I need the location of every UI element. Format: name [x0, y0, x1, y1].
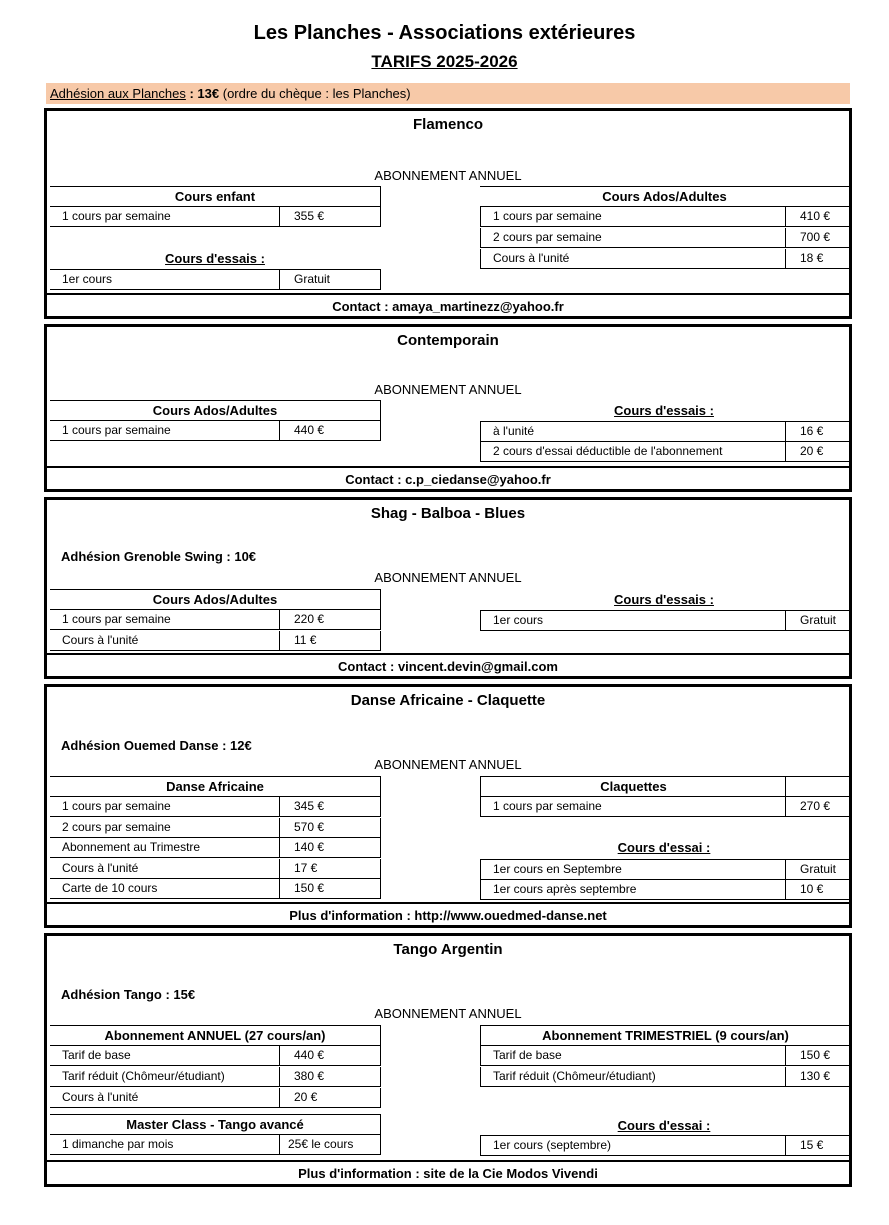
table-row — [480, 610, 849, 631]
row-label: 1er cours (septembre) — [493, 1138, 612, 1152]
contact: Plus d'information : site de la Cie Modos Vivendi — [47, 1160, 849, 1186]
table-row — [50, 818, 381, 838]
essai-header: Cours d'essais : — [165, 251, 265, 266]
row-price: Gratuit — [785, 860, 860, 879]
adhesion-text: Adhésion Grenoble Swing : 10€ — [61, 549, 257, 564]
table-row — [50, 1135, 381, 1155]
table-row — [50, 269, 381, 290]
essai-header: Cours d'essais : — [614, 592, 714, 607]
trimestriel-header: Abonnement TRIMESTRIEL (9 cours/an) — [480, 1025, 850, 1046]
row-price: 140 € — [279, 838, 394, 857]
table-row — [50, 610, 381, 630]
row-label: 1 cours par semaine — [62, 612, 171, 626]
row-label: 2 cours par semaine — [493, 230, 602, 244]
section-africaine — [44, 684, 852, 928]
row-label: Tarif de base — [493, 1048, 562, 1062]
essai-header: Cours d'essai : — [617, 840, 711, 855]
row-price: 130 € — [785, 1067, 860, 1086]
row-price: 440 € — [279, 421, 394, 440]
table-row — [50, 1067, 381, 1087]
adhesion-banner — [46, 83, 850, 104]
row-label: 1 cours par semaine — [62, 799, 171, 813]
row-label: Cours à l'unité — [493, 251, 570, 265]
abonnement-annuel: ABONNEMENT ANNUEL — [374, 382, 522, 397]
section-flamenco — [44, 108, 852, 319]
table-row — [50, 631, 381, 651]
page-subtitle — [0, 52, 889, 72]
table-row — [50, 859, 381, 879]
page-title: Les Planches - Associations extérieures — [253, 22, 636, 44]
row-price: 20 € — [785, 442, 860, 461]
row-price: 17 € — [279, 859, 394, 878]
adhesion-value: : 13€ — [185, 86, 220, 101]
row-label: Cours à l'unité — [62, 861, 139, 875]
row-price: 380 € — [279, 1067, 394, 1086]
adhesion-note: (ordre du chèque : les Planches) — [219, 86, 411, 101]
row-price: 270 € — [785, 797, 860, 816]
annuel-header: Abonnement ANNUEL (27 cours/an) — [50, 1025, 381, 1046]
abonnement-annuel: ABONNEMENT ANNUEL — [374, 570, 522, 585]
adultes-header: Cours Ados/Adultes — [50, 589, 381, 610]
table-row — [480, 228, 849, 248]
row-price: 16 € — [785, 422, 860, 441]
table-row — [480, 249, 849, 269]
row-price: 410 € — [785, 207, 860, 226]
table-row — [480, 1046, 849, 1066]
table-row — [50, 207, 381, 227]
abonnement-annuel: ABONNEMENT ANNUEL — [374, 168, 522, 183]
abonnement-annuel: ABONNEMENT ANNUEL — [374, 757, 522, 772]
contact: Contact : c.p_ciedanse@yahoo.fr — [47, 466, 849, 491]
row-label: à l'unité — [493, 424, 534, 438]
row-label: 1 dimanche par mois — [62, 1137, 174, 1151]
row-price: Gratuit — [785, 611, 860, 630]
table-row — [480, 880, 849, 900]
table-row — [50, 797, 381, 817]
table-row — [50, 1088, 381, 1108]
row-label: 1er cours — [62, 272, 113, 286]
table-row — [50, 838, 381, 858]
africaine-header: Danse Africaine — [50, 776, 381, 797]
essai-header: Cours d'essais : — [614, 403, 714, 418]
adhesion-label: Adhésion aux Planches — [50, 86, 186, 101]
table-row — [480, 1135, 849, 1156]
row-label: Cours à l'unité — [62, 1090, 139, 1104]
row-price: 440 € — [279, 1046, 394, 1065]
row-price: 11 € — [279, 631, 394, 650]
section-contemporain — [44, 324, 852, 492]
table-row — [480, 207, 849, 227]
row-price: 570 € — [279, 818, 394, 837]
contact: Contact : vincent.devin@gmail.com — [47, 653, 849, 678]
row-label: 2 cours d'essai déductible de l'abonnement — [493, 444, 723, 458]
adhesion-text: Adhésion Tango : 15€ — [61, 987, 196, 1002]
adultes-header: Cours Ados/Adultes — [50, 400, 381, 421]
table-row — [480, 797, 849, 817]
section-tango — [44, 933, 852, 1187]
table-row — [50, 879, 381, 899]
row-price: 10 € — [785, 880, 860, 899]
row-label: 1er cours après septembre — [493, 882, 637, 896]
section-shag — [44, 497, 852, 679]
contact: Contact : amaya_martinezz@yahoo.fr — [47, 293, 849, 318]
section-title: Flamenco — [412, 116, 484, 133]
adhesion-text: Adhésion Ouemed Danse : 12€ — [61, 738, 252, 753]
tarifs-label: TARIFS 2025-2026 — [371, 52, 518, 71]
row-label: 1er cours en Septembre — [493, 862, 622, 876]
table-row — [480, 859, 849, 880]
row-label: 2 cours par semaine — [62, 820, 171, 834]
row-price: 150 € — [785, 1046, 860, 1065]
row-label: Cours à l'unité — [62, 633, 139, 647]
row-price: 345 € — [279, 797, 394, 816]
row-label: 1 cours par semaine — [493, 209, 602, 223]
section-title: Contemporain — [397, 332, 499, 349]
row-label: Tarif réduit (Chômeur/étudiant) — [493, 1069, 656, 1083]
row-price: 25€ le cours — [279, 1135, 388, 1154]
table-row — [50, 1046, 381, 1066]
row-price: 15 € — [785, 1136, 860, 1155]
table-row — [480, 442, 849, 462]
row-label: Abonnement au Trimestre — [62, 840, 201, 854]
section-title: Danse Africaine - Claquette — [350, 692, 546, 709]
row-label: 1 cours par semaine — [493, 799, 602, 813]
row-label: 1 cours par semaine — [62, 209, 171, 223]
header-cell — [785, 776, 850, 797]
enfant-header: Cours enfant — [50, 186, 381, 207]
row-price: 150 € — [279, 879, 394, 898]
row-label: 1 cours par semaine — [62, 423, 171, 437]
table-row — [50, 421, 381, 441]
row-label: Tarif réduit (Chômeur/étudiant) — [62, 1069, 225, 1083]
contact: Plus d'information : http://www.ouedmed-danse.net — [47, 902, 849, 927]
table-row — [480, 421, 849, 442]
section-title: Shag - Balboa - Blues — [370, 505, 526, 522]
section-title: Tango Argentin — [393, 941, 503, 958]
adultes-header: Cours Ados/Adultes — [480, 186, 849, 207]
abonnement-annuel: ABONNEMENT ANNUEL — [374, 1006, 522, 1021]
master-header: Master Class - Tango avancé — [50, 1114, 381, 1135]
row-label: Tarif de base — [62, 1048, 131, 1062]
essai-header: Cours d'essai : — [617, 1118, 711, 1133]
table-row — [480, 1067, 849, 1087]
row-price: Gratuit — [279, 270, 394, 289]
claquettes-header: Claquettes — [480, 776, 786, 797]
row-price: 18 € — [785, 249, 860, 268]
row-label: 1er cours — [493, 613, 544, 627]
row-price: 355 € — [279, 207, 394, 226]
row-price: 700 € — [785, 228, 860, 247]
row-label: Carte de 10 cours — [62, 881, 158, 895]
row-price: 20 € — [279, 1088, 394, 1107]
row-price: 220 € — [279, 610, 394, 629]
